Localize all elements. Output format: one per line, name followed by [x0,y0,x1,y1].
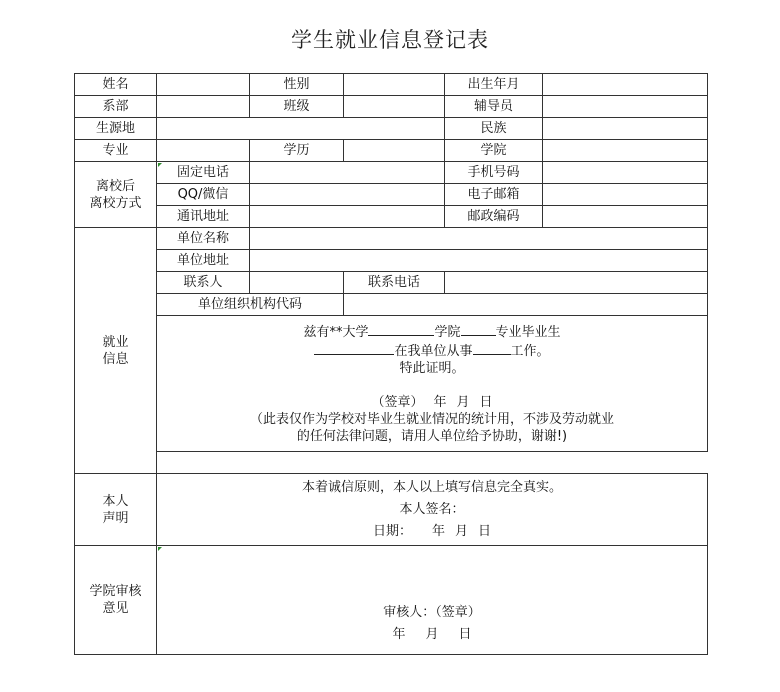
certificate-text: 在我单位从事 [394,344,473,359]
label-college-review [75,546,157,655]
review-date-line [157,624,707,646]
month-label: 月 [456,395,470,410]
spacer [157,377,707,394]
label-mail-address: 通讯地址 [157,206,250,228]
label-contact-after-1: 离校后 [95,178,135,194]
label-contact-after-leaving [75,162,157,228]
label-org-code: 单位组织机构代码 [157,294,344,316]
day-label: 日 [478,523,492,539]
label-contact-phone: 联系电话 [344,272,445,294]
label-mobile: 手机号码 [445,162,543,184]
label-employment-1: 就业 [102,334,129,350]
label-major: 专业 [75,140,157,162]
field-class[interactable] [344,96,445,118]
form-title: 学生就业信息登记表 [291,28,489,52]
certificate-seal-line [157,394,707,411]
certificate-note-2: 的任何法律问题，请用人单位给予协助，谢谢!) [296,429,568,444]
certificate-text: 工作。 [510,344,550,359]
year-label: 年 [431,523,445,539]
reviewer-line: 审核人：（签章） [383,605,481,620]
label-ethnicity: 民族 [445,118,543,140]
field-ethnicity[interactable] [543,118,708,140]
field-origin[interactable] [157,118,445,140]
certificate-text: 学院 [434,325,461,340]
field-employer-address[interactable] [250,250,708,272]
label-employment-info [75,228,157,474]
certificate-note-1: （此表仅作为学校对毕业生就业情况的统计用，不涉及劳动就业 [249,412,614,427]
year-label: 年 [392,627,406,642]
blank-job[interactable] [473,341,511,355]
signature-line: 本人签名： [399,501,465,517]
label-name: 姓名 [75,74,157,96]
month-label: 月 [455,523,469,539]
certificate-line-1 [157,322,707,341]
year-label: 年 [433,395,447,410]
field-counselor[interactable] [543,96,708,118]
field-name[interactable] [157,74,250,96]
date-label: 日期： [372,523,412,539]
label-declaration-2: 声明 [102,510,129,526]
label-origin: 生源地 [75,118,157,140]
field-department[interactable] [157,96,250,118]
field-employer-name[interactable] [250,228,708,250]
label-declaration [75,474,157,546]
label-qq-wechat: QQ/微信 [157,184,250,206]
field-mobile[interactable] [543,162,708,184]
label-contact-after-2: 离校方式 [89,195,142,211]
field-org-code[interactable] [344,294,708,316]
field-contact-person[interactable] [250,272,344,294]
label-education: 学历 [250,140,344,162]
blank-university-college[interactable] [368,322,434,336]
month-label: 月 [425,627,439,642]
label-department: 系部 [75,96,157,118]
registration-form [74,73,708,655]
label-birth: 出生年月 [445,74,543,96]
field-email[interactable] [543,184,708,206]
certificate-text: 兹有**大学 [303,325,369,340]
label-contact-person: 联系人 [157,272,250,294]
review-block [157,546,708,655]
field-landline[interactable] [250,162,445,184]
label-postcode: 邮政编码 [445,206,543,228]
seal-label: （签章） [371,395,424,410]
field-postcode[interactable] [543,206,708,228]
certificate-block [157,316,708,452]
field-major[interactable] [157,140,250,162]
declaration-date-line [157,521,707,543]
label-employer-name: 单位名称 [157,228,250,250]
label-review-2: 意见 [102,601,129,616]
label-declaration-1: 本人 [102,493,129,509]
label-gender: 性别 [250,74,344,96]
day-label: 日 [479,395,493,410]
certificate-text: 专业毕业生 [495,325,561,340]
field-education[interactable] [344,140,445,162]
label-employment-2: 信息 [102,351,129,367]
blank-student-name[interactable] [314,341,394,355]
declaration-text: 本着诚信原则，本人以上填写信息完全真实。 [301,479,562,495]
field-mail-address[interactable] [250,206,445,228]
label-review-1: 学院审核 [89,584,142,599]
label-employer-address: 单位地址 [157,250,250,272]
field-gender[interactable] [344,74,445,96]
field-college[interactable] [543,140,708,162]
declaration-block [157,474,708,546]
label-email: 电子邮箱 [445,184,543,206]
label-college: 学院 [445,140,543,162]
field-contact-phone[interactable] [445,272,708,294]
label-landline: 固定电话 [157,162,250,184]
day-label: 日 [458,627,472,642]
certificate-line-2 [157,341,707,360]
field-birth[interactable] [543,74,708,96]
label-class: 班级 [250,96,344,118]
certificate-line-3: 特此证明。 [399,361,465,376]
label-counselor: 辅导员 [445,96,543,118]
field-qq-wechat[interactable] [250,184,445,206]
blank-major[interactable] [461,322,496,336]
